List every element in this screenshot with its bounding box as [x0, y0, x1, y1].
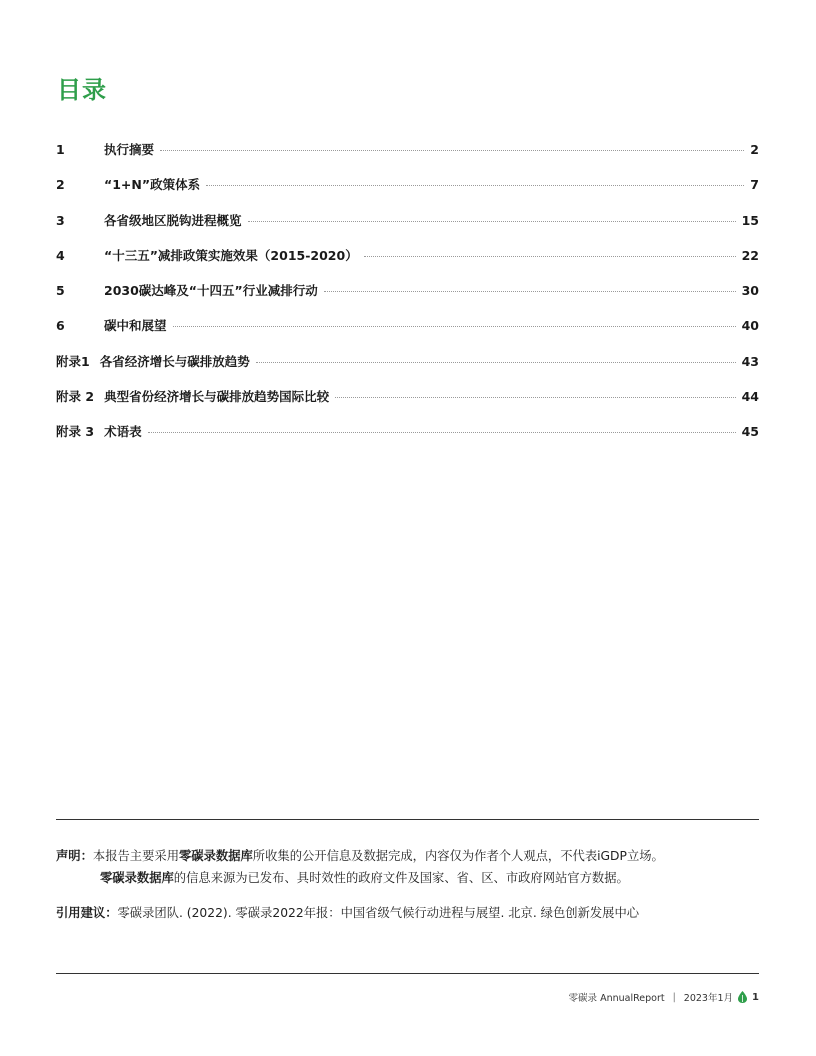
- leaf-icon: [738, 991, 747, 1003]
- toc-leader: [173, 326, 736, 327]
- toc-entry[interactable]: [56, 422, 759, 457]
- toc-leader: [160, 150, 744, 151]
- toc-page-number: 2: [750, 142, 759, 157]
- table-of-contents: [56, 140, 759, 458]
- toc-leader: [248, 221, 736, 222]
- toc-number: 4: [56, 247, 65, 263]
- toc-page-number: 22: [741, 247, 759, 263]
- toc-page-number: 43: [741, 353, 759, 369]
- divider-bottom: [56, 973, 759, 974]
- toc-number: 1: [56, 142, 65, 157]
- toc-entry[interactable]: [56, 246, 759, 281]
- disclaimer-text: 的信息来源为已发布、具时效性的政府文件及国家、省、区、市政府网站官方数据。: [173, 871, 629, 885]
- footer-separator: |: [672, 991, 676, 1003]
- toc-page-number: 15: [741, 212, 759, 228]
- toc-page-number: 30: [741, 283, 759, 299]
- toc-leader: [364, 256, 736, 257]
- toc-title: 各省经济增长与碳排放趋势: [99, 353, 250, 369]
- toc-number: 附录 2: [56, 389, 95, 405]
- footer-date: 2023年1月: [683, 993, 734, 1004]
- toc-title: 典型省份经济增长与碳排放趋势国际比较: [104, 389, 330, 405]
- toc-title: 各省级地区脱钩进程概览: [104, 212, 242, 228]
- toc-title: “1+N”政策体系: [104, 177, 201, 193]
- toc-leader: [206, 185, 744, 186]
- toc-entry[interactable]: [56, 316, 759, 351]
- toc-number: 附录1: [56, 353, 90, 369]
- toc-title: 碳中和展望: [104, 318, 167, 334]
- toc-leader: [256, 362, 736, 363]
- toc-number: 3: [56, 212, 65, 228]
- toc-title: “十三五”减排政策实施效果（2015-2020）: [104, 247, 358, 263]
- disclaimer-label: 声明：: [56, 849, 93, 863]
- toc-number: 2: [56, 177, 65, 193]
- citation-label: 引用建议：: [56, 906, 118, 920]
- toc-entry[interactable]: [56, 140, 759, 175]
- disclaimer-line-1: [56, 845, 776, 867]
- page-footer: [569, 990, 759, 1004]
- toc-entry[interactable]: [56, 352, 759, 387]
- toc-leader: [148, 432, 736, 433]
- toc-page-number: 45: [741, 424, 759, 440]
- toc-page-number: 44: [741, 389, 759, 405]
- disclaimer-text: 本报告主要采用: [92, 849, 179, 863]
- toc-title: 术语表: [104, 424, 142, 440]
- page-title: 目录: [57, 76, 107, 104]
- toc-number: 5: [56, 283, 65, 299]
- toc-entry[interactable]: [56, 281, 759, 316]
- toc-number: 附录 3: [56, 424, 95, 440]
- toc-title: 执行摘要: [104, 142, 155, 157]
- citation-text: 零碳录团队. (2022). 零碳录2022年报：中国省级气候行动进程与展望. 北京. 绿色创新发展中心: [117, 906, 640, 920]
- toc-entry[interactable]: [56, 211, 759, 246]
- toc-leader: [335, 397, 736, 398]
- disclaimer-text: 所收集的公开信息及数据完成，内容仅为作者个人观点，不代表iGDP立场。: [252, 849, 664, 863]
- disclaimer: [56, 845, 776, 889]
- database-name: 零碳录数据库: [100, 871, 174, 885]
- toc-entry[interactable]: [56, 387, 759, 422]
- database-name: 零碳录数据库: [179, 849, 253, 863]
- toc-page-number: 40: [741, 318, 759, 334]
- toc-entry[interactable]: [56, 175, 759, 210]
- footer-brand: 零碳录 AnnualReport: [568, 993, 665, 1004]
- page-number: 1: [752, 991, 759, 1003]
- toc-title: 2030碳达峰及“十四五”行业减排行动: [104, 283, 318, 299]
- disclaimer-line-2: [56, 867, 776, 889]
- citation: [56, 903, 776, 921]
- divider-top: [56, 819, 759, 820]
- toc-number: 6: [56, 318, 65, 334]
- toc-leader: [324, 291, 736, 292]
- toc-page-number: 7: [750, 177, 759, 193]
